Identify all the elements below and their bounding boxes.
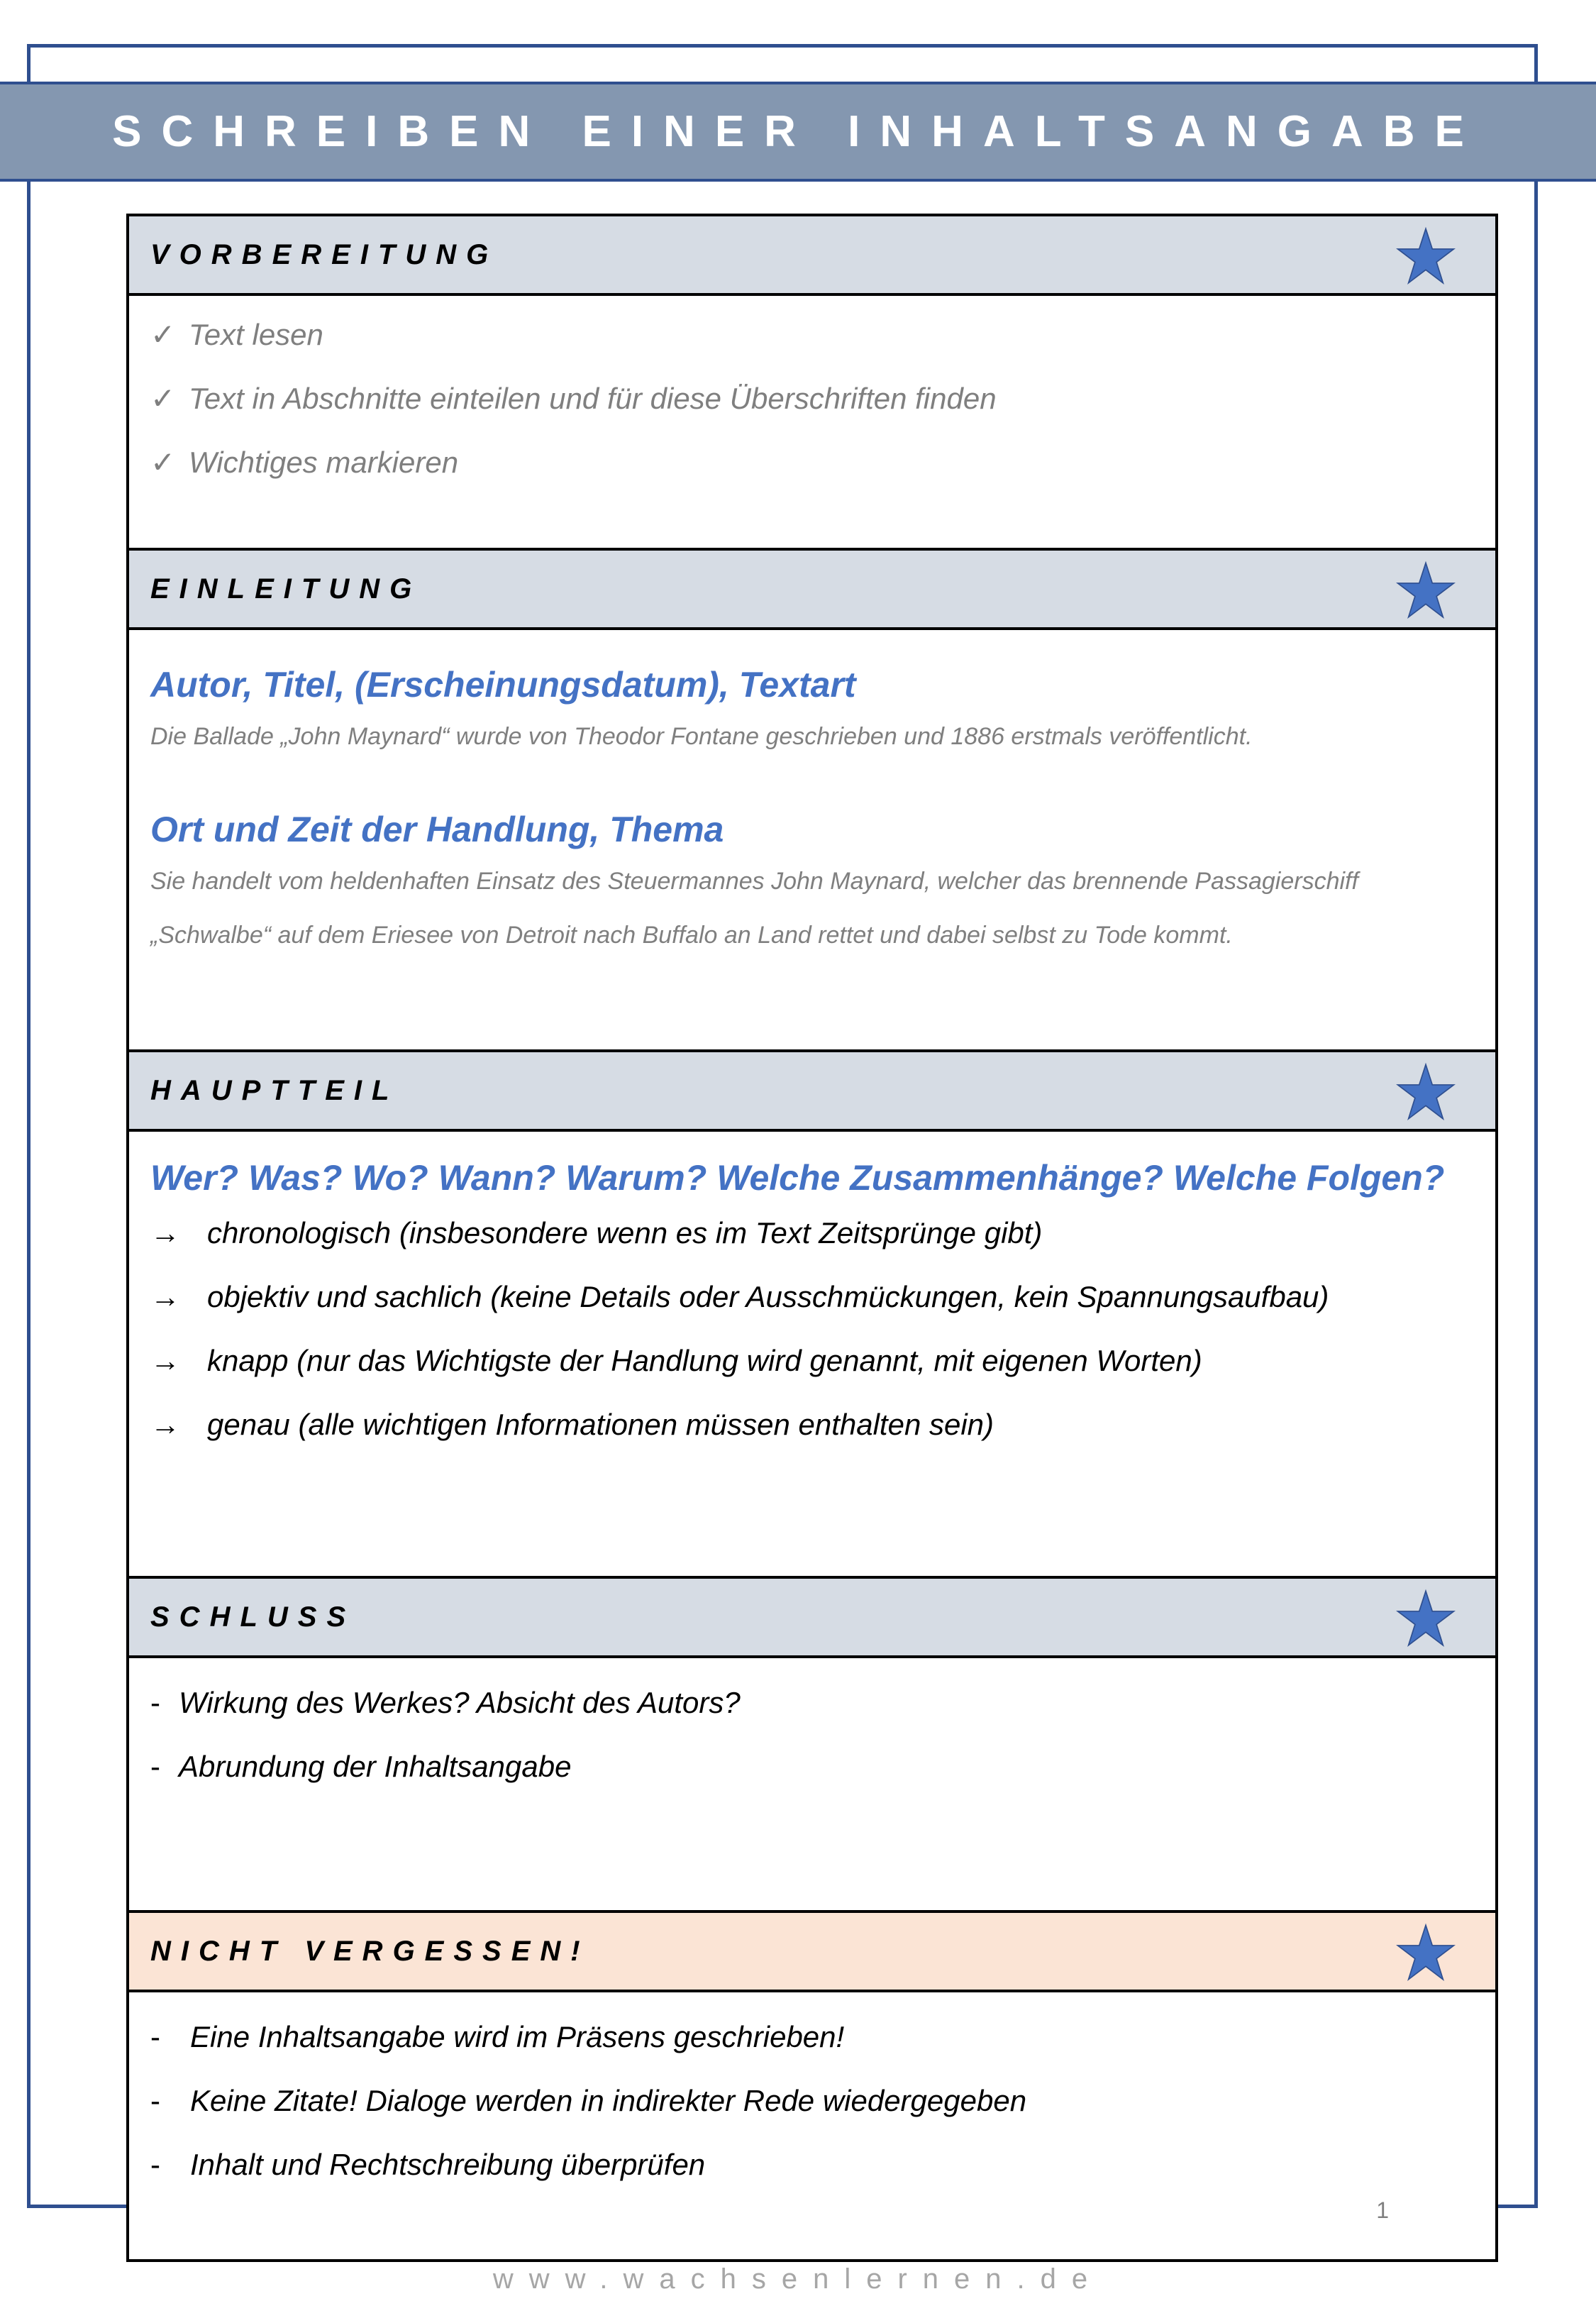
einleitung-text-2: Sie handelt vom heldenhaften Einsatz des Steuermannes John Maynard, welcher das brennende Passagierschiff „Schwalbe“ auf dem Eriesee von Detroit nach Buffalo an Land rettet und dabei selbst zu Tode kommt. xyxy=(150,868,1358,949)
section-title: HAUPTTEIL xyxy=(150,1074,399,1106)
star-icon xyxy=(1396,561,1456,620)
list-item: - Inhalt und Rechtschreibung überprüfen xyxy=(150,2148,706,2181)
section-hauptteil xyxy=(126,1049,1498,1579)
star-icon xyxy=(1396,1923,1456,1982)
checkmark-icon: ✓ xyxy=(150,446,176,479)
section-header xyxy=(129,1052,1495,1132)
list-item: → objektiv und sachlich (keine Details oder Ausschmückungen, kein Spannungsaufbau) xyxy=(150,1265,1474,1329)
star-icon xyxy=(1396,1589,1456,1648)
einleitung-heading-2: Ort und Zeit der Handlung, Thema xyxy=(150,810,724,849)
section-vorbereitung xyxy=(126,214,1498,551)
star-icon xyxy=(1396,226,1456,286)
page-number: 1 xyxy=(1376,2197,1389,2223)
list-item: ✓ Wichtiges markieren xyxy=(150,431,1474,495)
section-title: SCHLUSS xyxy=(150,1601,356,1633)
list-item: → chronologisch (insbesondere wenn es im Text Zeitsprünge gibt) xyxy=(150,1201,1474,1265)
section-title: EINLEITUNG xyxy=(150,573,422,605)
footer-url: www.wachsenlernen.de xyxy=(492,2263,1104,2295)
einleitung-text-1: Die Ballade „John Maynard“ wurde von Theodor Fontane geschrieben und 1886 erstmals veröffentlicht. xyxy=(150,723,1253,750)
section-title: VORBEREITUNG xyxy=(150,238,499,270)
arrow-right-icon: → xyxy=(150,1344,180,1377)
list-item: - Abrundung der Inhaltsangabe xyxy=(150,1750,572,1783)
list-item: ✓ Text lesen xyxy=(150,303,1474,367)
list-item: → knapp (nur das Wichtigste der Handlung wird genannt, mit eigenen Worten) xyxy=(150,1329,1474,1393)
arrow-right-icon: → xyxy=(150,1216,180,1249)
list-item: - Wirkung des Werkes? Absicht des Autors? xyxy=(150,1686,741,1719)
star-icon xyxy=(1396,1062,1456,1122)
section-header xyxy=(129,1579,1495,1658)
arrow-right-icon: → xyxy=(150,1408,180,1441)
checkmark-icon: ✓ xyxy=(150,318,176,351)
section-header xyxy=(129,551,1495,630)
arrow-right-icon: → xyxy=(150,1280,180,1313)
checkmark-icon: ✓ xyxy=(150,382,176,415)
section-header xyxy=(129,1913,1495,1992)
list-item: - Eine Inhaltsangabe wird im Präsens geschrieben! xyxy=(150,2020,845,2053)
section-header xyxy=(129,216,1495,296)
section-title: NICHT VERGESSEN! xyxy=(150,1935,590,1967)
section-einleitung xyxy=(126,548,1498,1052)
page-title: SCHREIBEN EINER INHALTSANGABE xyxy=(112,107,1484,156)
list-item: - Keine Zitate! Dialoge werden in indirekter Rede wiedergegeben xyxy=(150,2084,1027,2117)
section-nicht-vergessen xyxy=(126,1910,1498,2262)
list-item: ✓ Text in Abschnitte einteilen und für diese Überschriften finden xyxy=(150,367,1474,431)
title-banner xyxy=(0,82,1596,182)
hauptteil-heading: Wer? Was? Wo? Wann? Warum? Welche Zusammenhänge? Welche Folgen? xyxy=(150,1158,1445,1198)
section-schluss xyxy=(126,1576,1498,1913)
list-item: → genau (alle wichtigen Informationen müssen enthalten sein) xyxy=(150,1393,1474,1457)
einleitung-heading-1: Autor, Titel, (Erscheinungsdatum), Textart xyxy=(150,665,856,705)
